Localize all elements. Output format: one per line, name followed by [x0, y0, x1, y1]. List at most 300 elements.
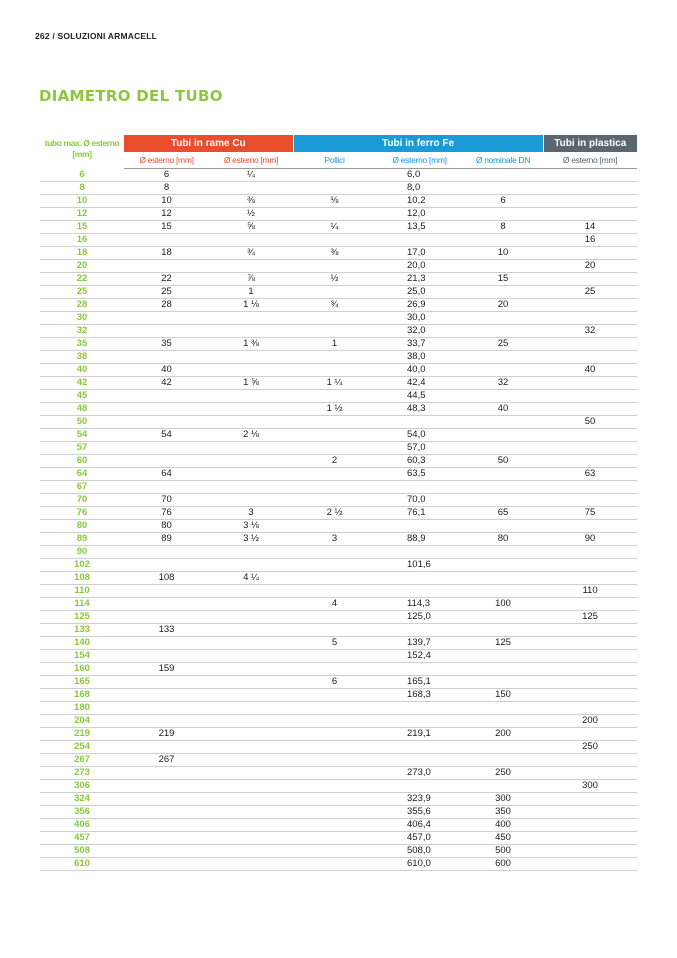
table-cell — [463, 624, 543, 637]
table-cell: 6 — [463, 195, 543, 208]
table-cell: 457,0 — [376, 832, 463, 845]
table-cell — [463, 481, 543, 494]
table-cell — [293, 572, 376, 585]
table-cell — [543, 754, 637, 767]
table-cell: 42 — [124, 377, 209, 390]
table-row — [40, 793, 637, 806]
row-key-cell: 8 — [40, 182, 124, 195]
table-cell: ½ — [293, 273, 376, 286]
table-row — [40, 377, 637, 390]
table-cell: ¼ — [209, 169, 293, 182]
table-cell — [463, 416, 543, 429]
table-cell — [543, 832, 637, 845]
table-cell — [293, 845, 376, 858]
table-cell — [543, 637, 637, 650]
table-cell: 6 — [124, 169, 209, 182]
table-cell — [376, 780, 463, 793]
table-cell — [543, 663, 637, 676]
table-row — [40, 598, 637, 611]
table-cell: 165,1 — [376, 676, 463, 689]
table-cell: ⅛ — [293, 195, 376, 208]
table-cell: 16 — [543, 234, 637, 247]
table-cell — [124, 481, 209, 494]
table-cell — [124, 325, 209, 338]
table-cell: 125 — [463, 637, 543, 650]
table-cell — [293, 832, 376, 845]
table-row — [40, 715, 637, 728]
table-cell: 70,0 — [376, 494, 463, 507]
table-cell: 65 — [463, 507, 543, 520]
table-cell: 125,0 — [376, 611, 463, 624]
table-cell: 15 — [463, 273, 543, 286]
table-cell: ¼ — [293, 221, 376, 234]
table-cell: 267 — [124, 754, 209, 767]
table-cell — [124, 546, 209, 559]
table-cell — [124, 780, 209, 793]
table-cell — [293, 715, 376, 728]
table-cell — [463, 364, 543, 377]
row-key-cell: 168 — [40, 689, 124, 702]
table-cell — [209, 728, 293, 741]
table-cell — [463, 546, 543, 559]
table-cell — [209, 390, 293, 403]
table-cell — [209, 468, 293, 481]
table-cell: 54 — [124, 429, 209, 442]
column-header: Pollici — [293, 152, 376, 169]
table-cell — [376, 663, 463, 676]
table-cell — [124, 832, 209, 845]
table-row — [40, 741, 637, 754]
row-key-cell: 42 — [40, 377, 124, 390]
table-cell — [209, 845, 293, 858]
table-cell — [543, 598, 637, 611]
table-cell — [293, 442, 376, 455]
table-cell: 18 — [124, 247, 209, 260]
table-row — [40, 260, 637, 273]
table-cell: 44,5 — [376, 390, 463, 403]
table-cell: 2 ⅛ — [209, 429, 293, 442]
table-cell — [293, 208, 376, 221]
row-key-cell: 110 — [40, 585, 124, 598]
table-cell: 22 — [124, 273, 209, 286]
table-cell — [543, 520, 637, 533]
table-row — [40, 351, 637, 364]
table-cell: 35 — [124, 338, 209, 351]
row-key-cell: 45 — [40, 390, 124, 403]
table-cell — [376, 520, 463, 533]
table-cell — [463, 234, 543, 247]
table-cell — [124, 611, 209, 624]
table-cell: 90 — [543, 533, 637, 546]
row-key-cell: 40 — [40, 364, 124, 377]
table-row — [40, 858, 637, 871]
table-cell — [209, 585, 293, 598]
table-row — [40, 806, 637, 819]
table-cell: 10 — [463, 247, 543, 260]
table-cell — [376, 702, 463, 715]
table-cell — [209, 364, 293, 377]
table-cell: 1 ½ — [293, 403, 376, 416]
table-cell — [463, 611, 543, 624]
row-key-cell: 457 — [40, 832, 124, 845]
table-cell: 3 — [293, 533, 376, 546]
table-cell: 12,0 — [376, 208, 463, 221]
table-cell — [209, 663, 293, 676]
table-cell — [463, 663, 543, 676]
row-key-cell: 133 — [40, 624, 124, 637]
table-cell — [124, 585, 209, 598]
row-key-cell: 64 — [40, 468, 124, 481]
table-cell — [543, 442, 637, 455]
max-outer-diameter-header: tubo max. Ø esterno [mm] — [44, 138, 120, 159]
table-cell: 40,0 — [376, 364, 463, 377]
table-cell — [124, 689, 209, 702]
table-cell — [209, 325, 293, 338]
table-cell — [209, 819, 293, 832]
table-cell: ⅞ — [209, 273, 293, 286]
table-cell: 15 — [124, 221, 209, 234]
table-cell — [543, 390, 637, 403]
table-cell — [463, 676, 543, 689]
table-row — [40, 390, 637, 403]
table-cell: 20 — [543, 260, 637, 273]
table-cell: 8 — [463, 221, 543, 234]
table-cell: 300 — [543, 780, 637, 793]
table-cell — [376, 481, 463, 494]
table-cell — [293, 559, 376, 572]
table-cell — [293, 312, 376, 325]
table-cell — [124, 819, 209, 832]
table-cell: 400 — [463, 819, 543, 832]
table-cell: 40 — [463, 403, 543, 416]
table-cell — [293, 260, 376, 273]
table-cell — [543, 481, 637, 494]
table-cell — [376, 715, 463, 728]
table-cell — [463, 650, 543, 663]
table-cell — [209, 832, 293, 845]
table-cell — [293, 728, 376, 741]
table-cell — [376, 572, 463, 585]
table-cell: 21,3 — [376, 273, 463, 286]
table-cell — [543, 377, 637, 390]
table-cell — [293, 182, 376, 195]
table-cell: 114,3 — [376, 598, 463, 611]
table-cell: 8,0 — [376, 182, 463, 195]
row-key-cell: 165 — [40, 676, 124, 689]
table-cell: 26,9 — [376, 299, 463, 312]
diameter-table — [40, 135, 637, 871]
table-row — [40, 559, 637, 572]
table-cell: 350 — [463, 806, 543, 819]
table-cell — [293, 468, 376, 481]
table-cell — [463, 208, 543, 221]
table-cell: 63 — [543, 468, 637, 481]
table-cell — [293, 234, 376, 247]
row-key-cell: 114 — [40, 598, 124, 611]
table-cell: 75 — [543, 507, 637, 520]
table-cell — [543, 845, 637, 858]
table-cell — [463, 572, 543, 585]
table-row — [40, 182, 637, 195]
table-cell: 3 — [209, 507, 293, 520]
row-key-cell: 18 — [40, 247, 124, 260]
row-key-cell: 20 — [40, 260, 124, 273]
table-cell — [209, 637, 293, 650]
table-cell — [463, 585, 543, 598]
table-cell — [124, 650, 209, 663]
row-key-cell: 306 — [40, 780, 124, 793]
table-cell — [209, 494, 293, 507]
table-cell — [543, 624, 637, 637]
table-cell — [463, 169, 543, 182]
table-cell: 3 ½ — [209, 533, 293, 546]
table-row — [40, 572, 637, 585]
copper-pipes-header: Tubi in rame Cu — [124, 135, 293, 152]
table-cell — [543, 338, 637, 351]
table-cell: 273,0 — [376, 767, 463, 780]
row-key-cell: 508 — [40, 845, 124, 858]
table-cell — [209, 754, 293, 767]
table-row — [40, 442, 637, 455]
table-cell — [543, 767, 637, 780]
table-cell: 50 — [463, 455, 543, 468]
column-header: Ø esterno [mm] — [543, 152, 637, 169]
table-cell — [543, 208, 637, 221]
table-cell: ⅜ — [209, 195, 293, 208]
table-cell — [293, 416, 376, 429]
row-key-cell: 76 — [40, 507, 124, 520]
table-cell — [463, 754, 543, 767]
table-row — [40, 429, 637, 442]
row-key-cell: 219 — [40, 728, 124, 741]
table-cell: 80 — [463, 533, 543, 546]
table-cell: 48,3 — [376, 403, 463, 416]
table-cell: 38,0 — [376, 351, 463, 364]
table-cell — [209, 702, 293, 715]
table-cell — [293, 494, 376, 507]
table-row — [40, 767, 637, 780]
table-cell — [293, 351, 376, 364]
row-key-cell: 102 — [40, 559, 124, 572]
table-cell: 133 — [124, 624, 209, 637]
table-cell — [463, 390, 543, 403]
row-key-cell: 6 — [40, 169, 124, 182]
table-cell: 33,7 — [376, 338, 463, 351]
table-cell — [293, 286, 376, 299]
table-cell — [293, 754, 376, 767]
table-row — [40, 533, 637, 546]
table-cell: 25 — [124, 286, 209, 299]
table-cell: 150 — [463, 689, 543, 702]
row-key-cell: 12 — [40, 208, 124, 221]
table-cell: 12 — [124, 208, 209, 221]
row-key-cell: 267 — [40, 754, 124, 767]
table-cell: ½ — [209, 208, 293, 221]
table-cell: 6 — [293, 676, 376, 689]
table-cell: 6,0 — [376, 169, 463, 182]
row-key-cell: 180 — [40, 702, 124, 715]
table-cell — [543, 858, 637, 871]
table-cell: 168,3 — [376, 689, 463, 702]
table-cell — [209, 260, 293, 273]
row-key-cell: 48 — [40, 403, 124, 416]
table-cell — [543, 559, 637, 572]
table-cell — [543, 806, 637, 819]
table-row — [40, 221, 637, 234]
table-cell — [124, 559, 209, 572]
row-key-cell: 15 — [40, 221, 124, 234]
table-cell — [293, 481, 376, 494]
table-cell: 8 — [124, 182, 209, 195]
table-cell: 13,5 — [376, 221, 463, 234]
table-cell: 200 — [463, 728, 543, 741]
table-cell: 32,0 — [376, 325, 463, 338]
table-row — [40, 611, 637, 624]
table-cell — [209, 767, 293, 780]
table-cell — [124, 845, 209, 858]
table-cell — [543, 689, 637, 702]
row-key-cell: 160 — [40, 663, 124, 676]
table-cell — [209, 481, 293, 494]
table-cell: 2 — [293, 455, 376, 468]
table-cell: 64 — [124, 468, 209, 481]
table-cell — [543, 819, 637, 832]
table-cell — [543, 403, 637, 416]
table-cell — [293, 741, 376, 754]
table-cell — [124, 390, 209, 403]
table-cell: 5 — [293, 637, 376, 650]
table-row — [40, 507, 637, 520]
column-header: Ø esterno [mm] — [376, 152, 463, 169]
table-cell: 42,4 — [376, 377, 463, 390]
table-cell: 50 — [543, 416, 637, 429]
table-cell: ⅝ — [209, 221, 293, 234]
table-cell — [209, 676, 293, 689]
table-cell — [463, 429, 543, 442]
table-cell: ¾ — [209, 247, 293, 260]
table-cell — [124, 767, 209, 780]
table-cell — [463, 182, 543, 195]
table-cell: 32 — [463, 377, 543, 390]
table-row — [40, 312, 637, 325]
table-cell: 10,2 — [376, 195, 463, 208]
table-cell — [124, 741, 209, 754]
table-cell: 250 — [543, 741, 637, 754]
table-cell: 40 — [543, 364, 637, 377]
table-cell: 600 — [463, 858, 543, 871]
table-cell: 3 ⅛ — [209, 520, 293, 533]
table-cell — [293, 546, 376, 559]
table-cell — [209, 611, 293, 624]
table-cell: 10 — [124, 195, 209, 208]
table-cell: 60,3 — [376, 455, 463, 468]
table-cell: 57,0 — [376, 442, 463, 455]
row-key-cell: 108 — [40, 572, 124, 585]
row-key-cell: 80 — [40, 520, 124, 533]
table-cell — [543, 728, 637, 741]
table-row — [40, 299, 637, 312]
table-cell — [209, 442, 293, 455]
table-row — [40, 832, 637, 845]
table-cell: 30,0 — [376, 312, 463, 325]
table-cell — [293, 611, 376, 624]
table-cell — [543, 676, 637, 689]
table-cell: 323,9 — [376, 793, 463, 806]
table-cell: ¾ — [293, 299, 376, 312]
table-cell — [543, 793, 637, 806]
row-key-cell: 70 — [40, 494, 124, 507]
table-cell — [124, 702, 209, 715]
row-key-cell: 16 — [40, 234, 124, 247]
table-row — [40, 650, 637, 663]
table-cell — [376, 546, 463, 559]
table-cell: 32 — [543, 325, 637, 338]
row-key-cell: 125 — [40, 611, 124, 624]
table-cell: 54,0 — [376, 429, 463, 442]
table-cell: 100 — [463, 598, 543, 611]
table-row — [40, 546, 637, 559]
table-cell — [293, 663, 376, 676]
table-cell — [124, 598, 209, 611]
table-cell — [376, 741, 463, 754]
table-row — [40, 403, 637, 416]
table-cell — [543, 169, 637, 182]
table-cell: 610,0 — [376, 858, 463, 871]
table-cell — [209, 234, 293, 247]
table-row — [40, 780, 637, 793]
table-cell — [293, 325, 376, 338]
table-cell — [209, 650, 293, 663]
table-cell — [293, 767, 376, 780]
table-cell — [209, 455, 293, 468]
table-cell — [463, 780, 543, 793]
table-cell: 1 — [293, 338, 376, 351]
table-cell — [543, 650, 637, 663]
table-cell: 2 ½ — [293, 507, 376, 520]
table-cell: 101,6 — [376, 559, 463, 572]
table-cell — [463, 559, 543, 572]
table-cell — [543, 299, 637, 312]
table-cell — [209, 689, 293, 702]
table-cell: 70 — [124, 494, 209, 507]
table-row — [40, 585, 637, 598]
table-row — [40, 676, 637, 689]
table-cell: 159 — [124, 663, 209, 676]
table-cell — [293, 585, 376, 598]
table-cell — [463, 715, 543, 728]
table-cell — [293, 702, 376, 715]
table-row — [40, 273, 637, 286]
table-row — [40, 819, 637, 832]
table-cell: 508,0 — [376, 845, 463, 858]
row-key-cell: 89 — [40, 533, 124, 546]
table-cell: 1 ⅛ — [209, 299, 293, 312]
table-cell — [124, 403, 209, 416]
table-cell — [209, 546, 293, 559]
table-cell — [124, 715, 209, 728]
table-row — [40, 754, 637, 767]
table-cell — [293, 650, 376, 663]
page-title: DIAMETRO DEL TUBO — [39, 87, 223, 105]
table-cell — [543, 494, 637, 507]
row-key-cell: 154 — [40, 650, 124, 663]
table-cell: 250 — [463, 767, 543, 780]
table-cell: 110 — [543, 585, 637, 598]
table-cell — [543, 273, 637, 286]
table-cell: 25 — [543, 286, 637, 299]
table-cell — [293, 806, 376, 819]
table-cell — [463, 702, 543, 715]
